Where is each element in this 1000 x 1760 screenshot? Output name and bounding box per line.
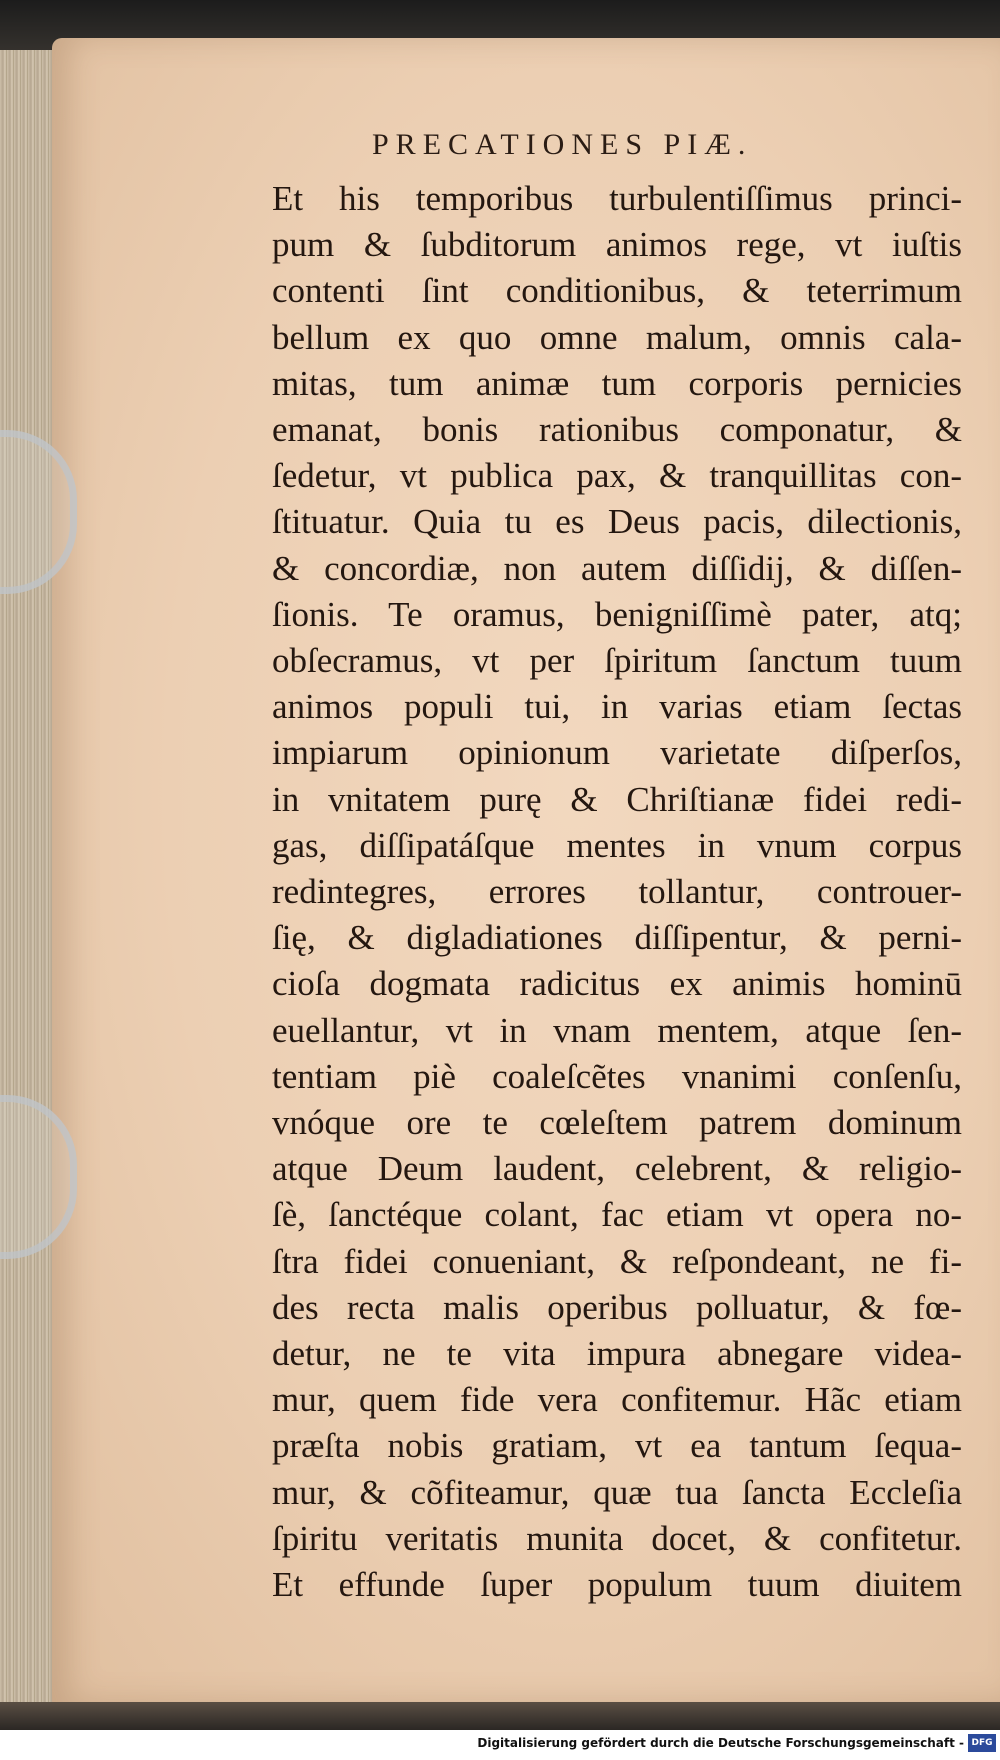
funding-credit: Digitalisierung gefördert durch die Deutsche Forschungsgemeinschaft -: [477, 1736, 964, 1750]
text-line: des recta malis operibus polluatur, & fœ-: [272, 1287, 962, 1327]
scan-background-bottom: [0, 1702, 1000, 1730]
text-line: redintegres, errores tollantur, controuer-: [272, 872, 962, 912]
text-line: pum & ſubditorum animos rege, vt iuſtis: [272, 225, 962, 265]
running-head: PRECATIONES PIÆ.: [372, 128, 753, 161]
text-line: ſè, ſanctéque colant, fac etiam vt opera no-: [272, 1195, 962, 1235]
text-line: præſta nobis gratiam, vt ea tantum ſequa-: [272, 1426, 962, 1466]
text-line: atque Deum laudent, celebrent, & religio-: [272, 1149, 962, 1189]
text-line: detur, ne te vita impura abnegare videa-: [272, 1334, 962, 1374]
text-line: contenti ſint conditionibus, & teterrimum: [272, 271, 962, 311]
text-line: emanat, bonis rationibus componatur, &: [272, 410, 962, 450]
text-line: mur, quem fide vera confitemur. Hãc etiam: [272, 1380, 962, 1420]
text-line: ſpiritu veritatis munita docet, & confitetur.: [272, 1518, 962, 1558]
text-line: bellum ex quo omne malum, omnis cala-: [272, 317, 962, 357]
text-line: impiarum opinionum varietate diſperſos,: [272, 733, 962, 773]
text-line: animos populi tui, in varias etiam ſectas: [272, 687, 962, 727]
text-line: euellantur, vt in vnam mentem, atque ſen-: [272, 1010, 962, 1050]
text-line: vnóque ore te cœleſtem patrem dominum: [272, 1103, 962, 1143]
book-page-edges: [0, 50, 60, 1718]
text-line: ſtra fidei conueniant, & reſpondeant, ne fi-: [272, 1241, 962, 1281]
text-line: mitas, tum animæ tum corporis pernicies: [272, 363, 962, 403]
digitization-footer: [0, 1730, 1000, 1760]
text-line: Et effunde ſuper populum tuum diuitem: [272, 1565, 962, 1605]
text-line: in vnitatem purę & Chriſtianæ fidei redi-: [272, 779, 962, 819]
text-line: ſionis. Te oramus, benigniſſimè pater, atq;: [272, 594, 962, 634]
body-text: [272, 176, 962, 1608]
text-line: ſedetur, vt publica pax, & tranquillitas con-: [272, 456, 962, 496]
text-line: & concordiæ, non autem diſſidij, & diſſen-: [272, 548, 962, 588]
text-line: Et his temporibus turbulentiſſimus princi-: [272, 179, 962, 218]
text-line: tentiam piè coaleſcẽtes vnanimi conſenſu,: [272, 1056, 962, 1096]
text-line: mur, & cõfiteamur, quæ tua ſancta Eccleſia: [272, 1472, 962, 1512]
text-line: ſię, & digladiationes diſſipentur, & perni-: [272, 918, 962, 958]
text-line: gas, diſſipatáſque mentes in vnum corpus: [272, 825, 962, 865]
text-line: cioſa dogmata radicitus ex animis hominū: [272, 964, 962, 1004]
text-line: obſecramus, vt per ſpiritum ſanctum tuum: [272, 641, 962, 681]
text-line: ſtituatur. Quia tu es Deus pacis, dilectionis,: [272, 502, 962, 542]
dfg-logo: DFG: [968, 1734, 996, 1752]
